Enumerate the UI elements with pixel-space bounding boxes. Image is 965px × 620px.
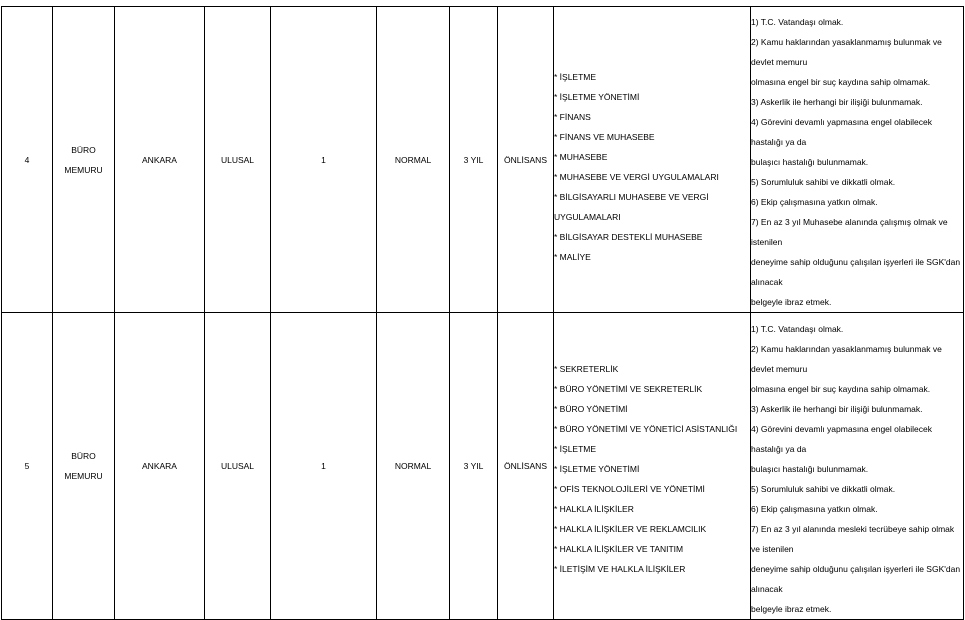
row-number: 4 (2, 7, 53, 313)
department-item: * HALKLA İLİŞKİLER VE REKLAMCILIK (554, 523, 707, 534)
requirement-line: belgeyle ibraz etmek. (751, 604, 832, 614)
position-title (53, 7, 115, 313)
requirement-line: belgeyle ibraz etmek. (751, 297, 832, 307)
department-item: * İLETİŞİM VE HALKLA İLİŞKİLER (554, 563, 686, 574)
department-item: * İŞLETME (554, 443, 597, 454)
scope-cell: ULUSAL (205, 7, 271, 313)
requirement-line: 3) Askerlik ile herhangi bir ilişiği bulunmamak. (751, 97, 923, 107)
row-number: 5 (2, 313, 53, 620)
duration-cell: 3 YIL (450, 7, 498, 313)
departments-cell (554, 7, 751, 313)
requirement-line: deneyime sahip olduğunu çalışılan işyerleri ile SGK'dan alınacak (751, 257, 961, 287)
requirements-list (751, 313, 963, 619)
department-item: * MUHASEBE VE VERGİ UYGULAMALARI (554, 171, 719, 182)
department-item: * FİNANS VE MUHASEBE (554, 131, 655, 142)
requirement-line: 1) T.C. Vatandaşı olmak. (751, 17, 844, 27)
departments-list (554, 354, 750, 579)
employment-type-cell: NORMAL (377, 7, 450, 313)
department-item: * BİLGİSAYAR DESTEKLİ MUHASEBE (554, 231, 703, 242)
requirements-list (751, 7, 963, 312)
department-item: * İŞLETME (554, 71, 597, 82)
requirement-line: 6) Ekip çalışmasına yatkın olmak. (751, 504, 878, 514)
position-title-line: BÜRO (71, 451, 96, 461)
department-item: * HALKLA İLİŞKİLER VE TANITIM (554, 543, 684, 554)
department-item: * BÜRO YÖNETİMİ VE YÖNETİCİ ASİSTANLIĞI (554, 423, 738, 434)
requirement-line: 2) Kamu haklarından yasaklanmamış bulunmak ve devlet memuru (751, 344, 942, 374)
department-item: UYGULAMALARI (554, 211, 621, 222)
department-item: * İŞLETME YÖNETİMİ (554, 463, 640, 474)
count-cell: 1 (271, 7, 377, 313)
employment-type-cell: NORMAL (377, 313, 450, 620)
requirement-line: 2) Kamu haklarından yasaklanmamış bulunmak ve devlet memuru (751, 37, 942, 67)
requirement-line: bulaşıcı hastalığı bulunmamak. (751, 157, 869, 167)
requirement-line: olmasına engel bir suç kaydına sahip olmamak. (751, 77, 931, 87)
scope-cell: ULUSAL (205, 313, 271, 620)
requirement-line: 7) En az 3 yıl Muhasebe alanında çalışmış olmak ve istenilen (751, 217, 948, 247)
requirement-line: 7) En az 3 yıl alanında mesleki tecrübeye sahip olmak ve istenilen (751, 524, 955, 554)
requirement-line: 3) Askerlik ile herhangi bir ilişiği bulunmamak. (751, 404, 923, 414)
department-item: * OFİS TEKNOLOJİLERİ VE YÖNETİMİ (554, 483, 705, 494)
count-cell: 1 (271, 313, 377, 620)
city-cell: ANKARA (115, 313, 205, 620)
education-cell: ÖNLİSANS (498, 7, 554, 313)
requirements-cell (751, 7, 964, 313)
requirements-cell (751, 313, 964, 620)
city-cell: ANKARA (115, 7, 205, 313)
duration-cell: 3 YIL (450, 313, 498, 620)
departments-list (554, 53, 750, 267)
job-listing-table (1, 6, 964, 620)
requirement-line: 5) Sorumluluk sahibi ve dikkatli olmak. (751, 177, 896, 187)
department-item: * BİLGİSAYARLI MUHASEBE VE VERGİ (554, 191, 709, 202)
requirement-line: 5) Sorumluluk sahibi ve dikkatli olmak. (751, 484, 896, 494)
requirement-line: deneyime sahip olduğunu çalışılan işyerleri ile SGK'dan alınacak (751, 564, 961, 594)
department-item: * HALKLA İLİŞKİLER (554, 503, 634, 514)
requirement-line: 4) Görevini devamlı yapmasına engel olabilecek hastalığı ya da (751, 117, 932, 147)
table-row (2, 313, 964, 620)
requirement-line: olmasına engel bir suç kaydına sahip olmamak. (751, 384, 931, 394)
requirement-line: 6) Ekip çalışmasına yatkın olmak. (751, 197, 878, 207)
position-title (53, 313, 115, 620)
table-row (2, 7, 964, 313)
department-item: * MALİYE (554, 251, 591, 262)
education-cell: ÖNLİSANS (498, 313, 554, 620)
departments-cell (554, 313, 751, 620)
requirement-line: 1) T.C. Vatandaşı olmak. (751, 324, 844, 334)
department-item: * SEKRETERLİK (554, 363, 619, 374)
department-item: * İŞLETME YÖNETİMİ (554, 91, 640, 102)
position-title-line: MEMURU (64, 164, 103, 175)
department-item: * BÜRO YÖNETİMİ (554, 403, 628, 414)
position-title-line: MEMURU (64, 471, 103, 481)
department-item: * MUHASEBE (554, 151, 608, 162)
requirement-line: bulaşıcı hastalığı bulunmamak. (751, 464, 869, 474)
department-item: * FİNANS (554, 111, 591, 122)
position-title-line: BÜRO (71, 144, 96, 155)
requirement-line: 4) Görevini devamlı yapmasına engel olabilecek hastalığı ya da (751, 424, 932, 454)
department-item: * BÜRO YÖNETİMİ VE SEKRETERLİK (554, 383, 703, 394)
